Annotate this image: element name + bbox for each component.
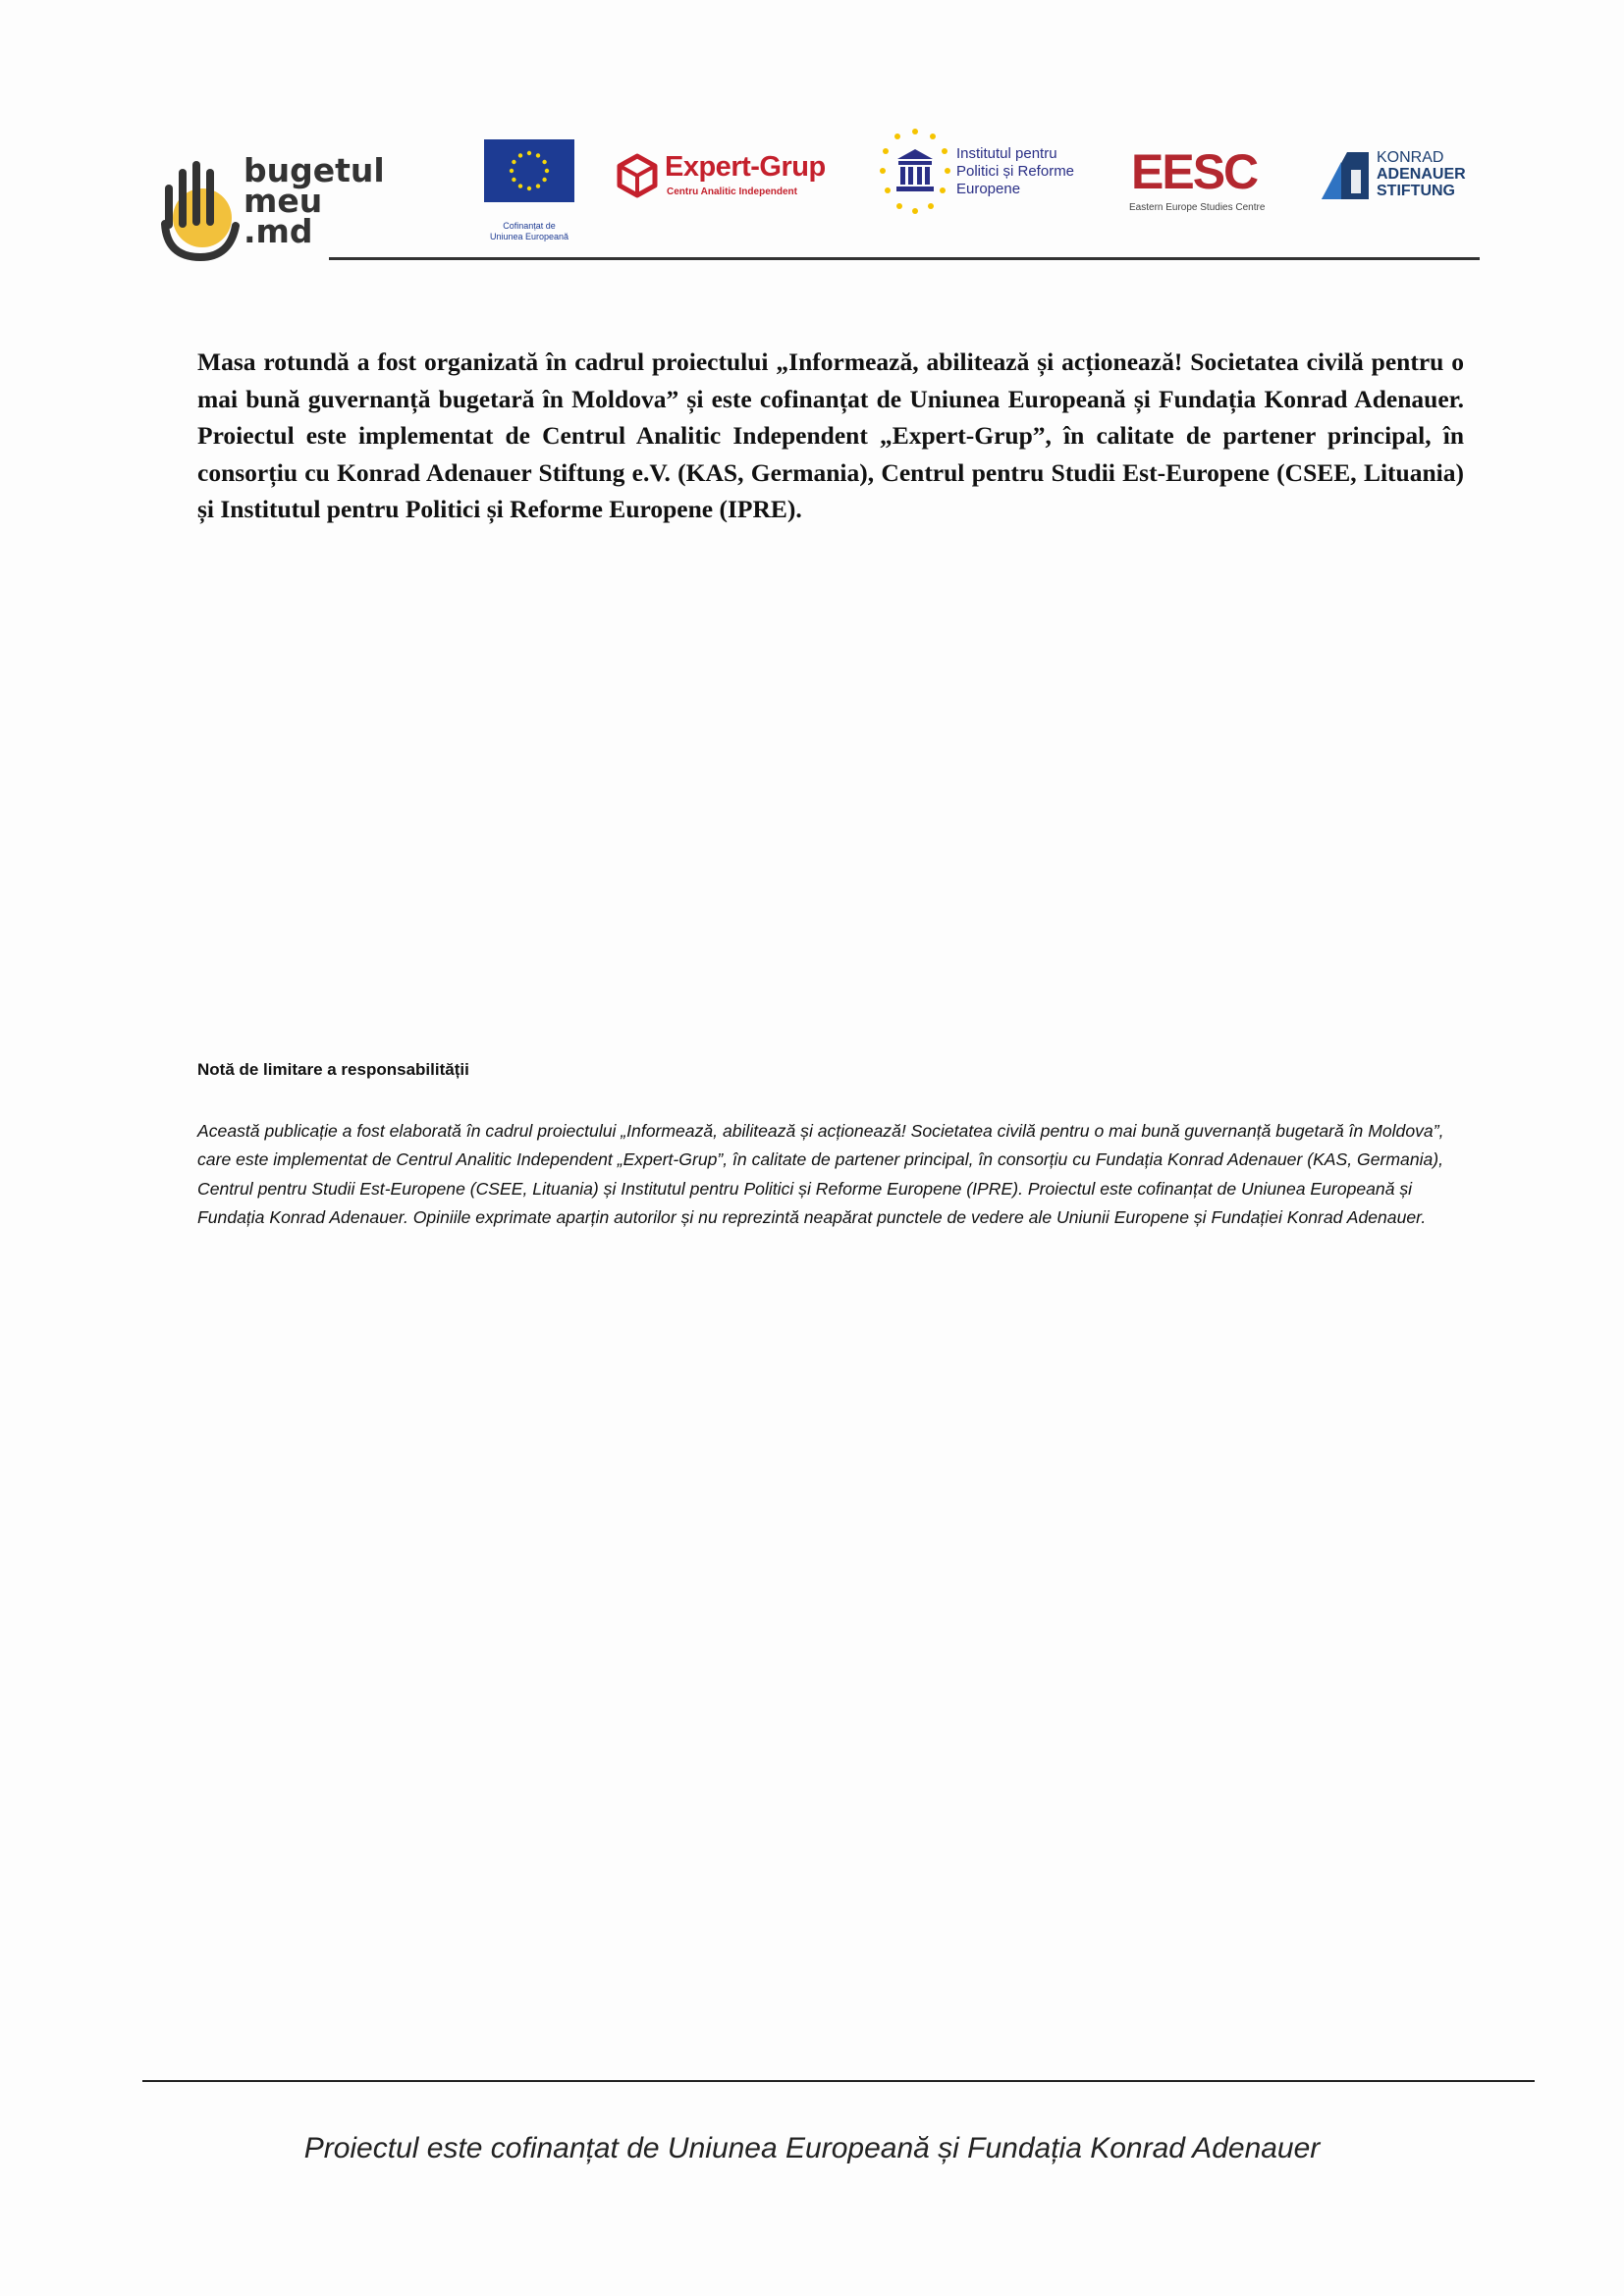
- kas-wordmark: [1377, 149, 1466, 199]
- expert-grup-subtitle: Centru Analitic Independent: [667, 187, 797, 197]
- institution-icon: [876, 126, 954, 220]
- bugetul-line-2: meu: [244, 182, 323, 220]
- eu-logo: [476, 139, 582, 247]
- eu-caption: [476, 221, 582, 242]
- ipre-wordmark: [956, 145, 1074, 198]
- bugetul-meu-logo: [157, 151, 412, 263]
- bugetul-line-3: .md: [244, 212, 313, 250]
- eu-caption-line-1: Cofinanțat de: [503, 221, 556, 231]
- partner-logos-header: [157, 126, 1483, 263]
- eu-flag-icon: [484, 139, 574, 202]
- intro-paragraph: Masa rotundă a fost organizată în cadrul proiectului „Informează, abilitează și acționează! Societatea civilă pentru o mai bună guvernanță bugetară în Moldova” și este cofinanțat de Uniunea Europeană și Fundația Konrad Adenauer. Proiectul este implementat de Centrul Analitic Independent „Expert-Grup”, în calitate de partener principal, în consorțiu cu Konrad Adenauer Stiftung e.V. (KAS, Germania), Centrul pentru Studii Est-Europene (CSEE, Lituania) și Institutul pentru Politici și Reforme Europene (IPRE).: [197, 347, 1464, 523]
- cube-icon: [616, 153, 659, 198]
- eesc-logo: [1129, 144, 1276, 216]
- ipre-line-3: Europene: [956, 181, 1021, 197]
- expert-grup-name: Expert-Grup: [665, 151, 826, 183]
- kas-logo: [1322, 149, 1483, 206]
- eu-caption-line-2: Uniunea Europeană: [489, 232, 569, 241]
- footer-text: Proiectul este cofinanțat de Uniunea Europeană și Fundația Konrad Adenauer: [303, 2132, 1321, 2164]
- eesc-subtitle: Eastern Europe Studies Centre: [1129, 202, 1266, 213]
- kas-line-3: STIFTUNG: [1377, 183, 1455, 199]
- eesc-wordmark: EESC: [1131, 144, 1258, 199]
- disclaimer-title: Notă de limitare a responsabilității: [197, 1060, 469, 1079]
- kas-line-2: ADENAUER: [1377, 166, 1466, 183]
- footer-divider: [142, 2080, 1535, 2082]
- kas-mark-icon: [1322, 152, 1369, 199]
- bugetul-meu-wordmark: [244, 151, 385, 250]
- kas-line-1: KONRAD: [1377, 149, 1444, 166]
- ipre-line-2: Politici și Reforme: [956, 163, 1075, 180]
- header-divider: [329, 257, 1480, 260]
- expert-grup-logo: [616, 149, 841, 202]
- hand-icon: [157, 155, 241, 263]
- disclaimer-paragraph: Această publicație a fost elaborată în cadrul proiectului „Informează, abilitează și acționează! Societatea civilă pentru o mai bună guvernanță bugetară în Moldova”, care este implementat de Centrul Analitic Independent „Expert-Grup”, în calitate de partener principal, în consorțiu cu Fundația Konrad Adenauer (KAS, Germania), Centrul pentru Studii Est-Europene (CSEE, Lituania) și Institutul pentru Politici și Reforme Europene (IPRE). Proiectul este cofinanțat de Uniunea Europeană și Fundația Konrad Adenauer. Opiniile exprimate aparțin autorilor și nu reprezintă neapărat punctele de vedere ale Uniunii Europene și Fundației Konrad Adenauer.: [197, 1121, 1444, 1227]
- bugetul-line-1: bugetul: [244, 151, 385, 189]
- ipre-logo: [876, 126, 1092, 224]
- ipre-line-1: Institutul pentru: [956, 145, 1057, 162]
